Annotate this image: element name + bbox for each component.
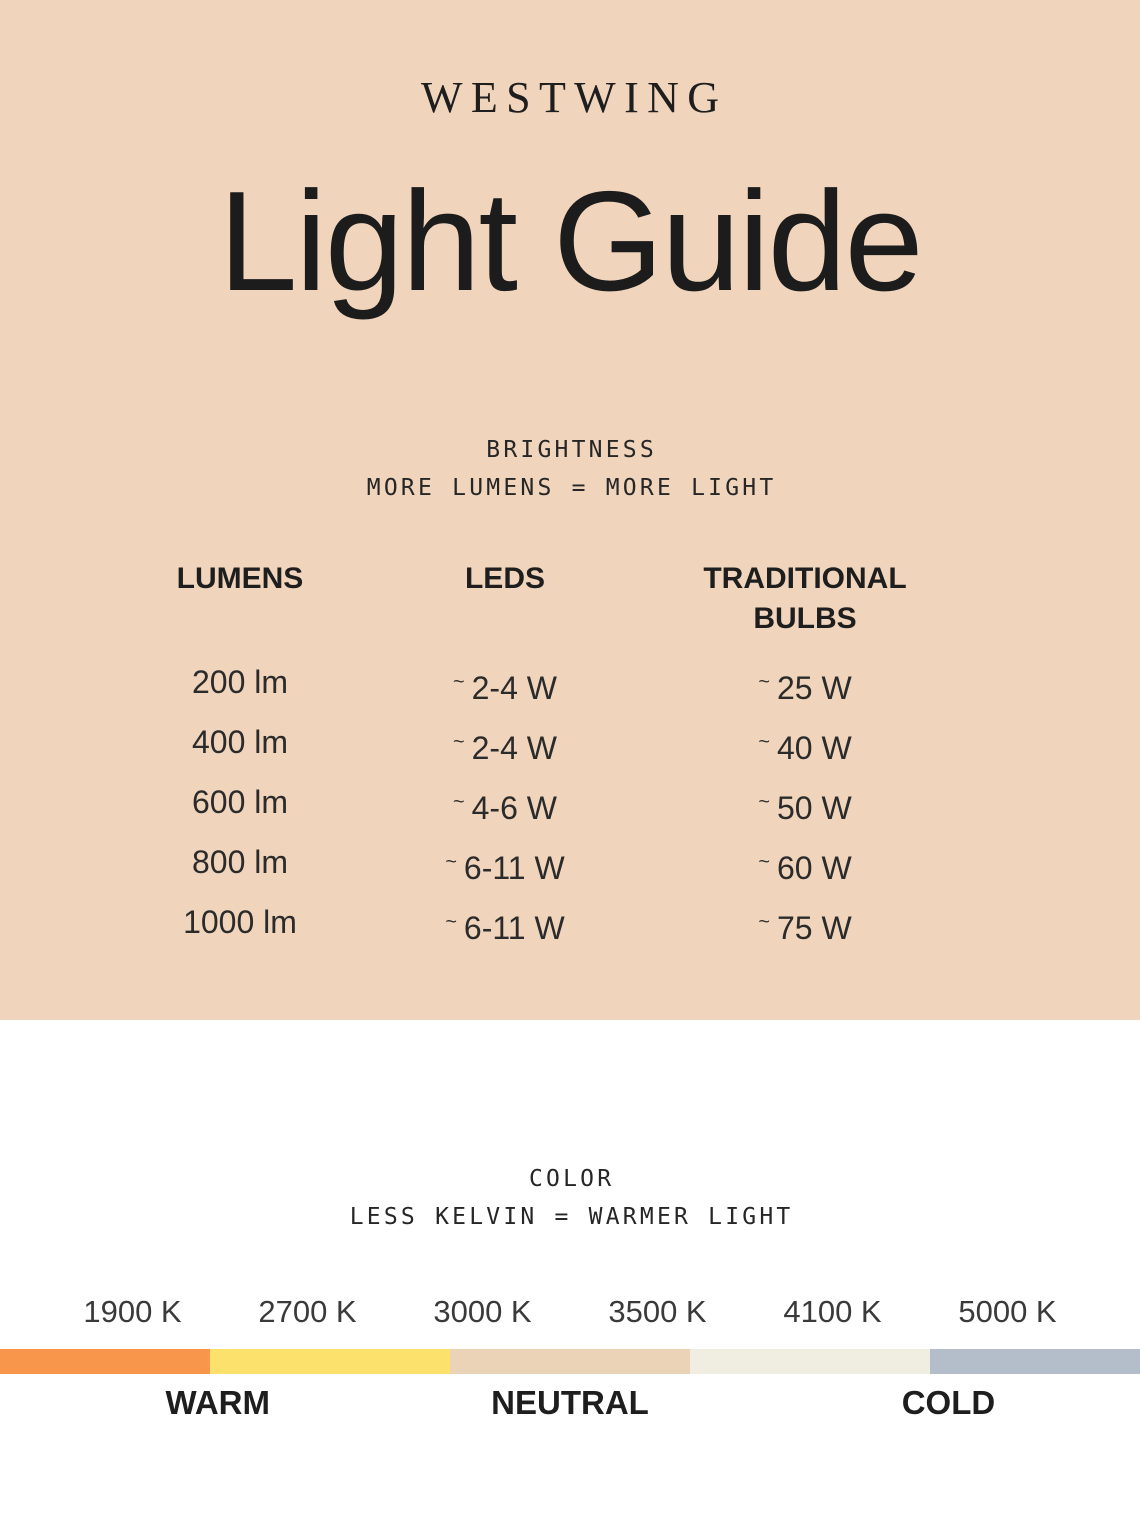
kelvin-scale-labels bbox=[0, 1294, 1140, 1330]
lumens-value: 400 lm bbox=[191, 723, 289, 760]
approx-symbol: ~ bbox=[445, 910, 457, 933]
zone-label-warm: WARM bbox=[165, 1384, 270, 1421]
kelvin-label-2700: 2700 K bbox=[258, 1294, 357, 1329]
table-row bbox=[120, 835, 1140, 895]
color-heading-block bbox=[0, 1020, 1140, 1236]
kelvin-label-3000: 3000 K bbox=[433, 1294, 532, 1329]
bar-segment-warm-yellow bbox=[210, 1349, 450, 1374]
bulbs-watts: 75 W bbox=[776, 909, 852, 946]
leds-value bbox=[360, 835, 650, 895]
approx-symbol: ~ bbox=[758, 790, 770, 813]
bulbs-watts: 25 W bbox=[776, 669, 852, 706]
approx-symbol: ~ bbox=[453, 790, 465, 813]
approx-symbol: ~ bbox=[758, 730, 770, 753]
table-row bbox=[120, 775, 1140, 835]
column-header-leds: LEDS bbox=[464, 562, 545, 595]
bar-segment-warm-orange bbox=[0, 1349, 210, 1374]
leds-value bbox=[360, 895, 650, 955]
bar-segment-neutral-cream bbox=[690, 1349, 930, 1374]
color-heading: COLOR bbox=[528, 1166, 615, 1192]
bulbs-watts: 40 W bbox=[776, 729, 852, 766]
approx-symbol: ~ bbox=[453, 671, 465, 693]
column-header-traditional-bulbs: TRADITIONAL BULBS bbox=[703, 562, 907, 635]
lumens-value: 600 lm bbox=[191, 783, 289, 820]
kelvin-label-4100: 4100 K bbox=[783, 1294, 882, 1329]
color-temperature-section bbox=[0, 1020, 1140, 1520]
table-row bbox=[120, 655, 1140, 715]
bulbs-watts: 50 W bbox=[776, 789, 852, 826]
color-temperature-bar bbox=[0, 1349, 1140, 1374]
leds-value bbox=[360, 655, 650, 715]
bar-segment-neutral-beige bbox=[450, 1349, 690, 1374]
bulbs-value bbox=[650, 655, 960, 715]
leds-watts: 6-11 W bbox=[463, 909, 565, 946]
approx-symbol: ~ bbox=[758, 671, 770, 693]
leds-value bbox=[360, 715, 650, 775]
lumens-value: 200 lm bbox=[191, 664, 289, 700]
table-row bbox=[120, 895, 1140, 955]
bulbs-value bbox=[650, 775, 960, 835]
column-header-lumens: LUMENS bbox=[176, 562, 304, 595]
table-header-row bbox=[120, 559, 1140, 639]
kelvin-label-3500: 3500 K bbox=[608, 1294, 707, 1329]
brightness-heading-block bbox=[0, 431, 1140, 507]
table-body bbox=[120, 655, 1140, 955]
bulbs-value bbox=[650, 715, 960, 775]
table-row bbox=[120, 715, 1140, 775]
lumens-value: 1000 lm bbox=[183, 903, 297, 940]
leds-value bbox=[360, 775, 650, 835]
lumens-value: 800 lm bbox=[191, 843, 289, 880]
brightness-subheading: MORE LUMENS = MORE LIGHT bbox=[366, 475, 777, 501]
bulbs-watts: 60 W bbox=[776, 849, 852, 886]
bulbs-value bbox=[650, 895, 960, 955]
page-title: Light Guide bbox=[218, 162, 922, 321]
zone-label-cold: COLD bbox=[901, 1384, 996, 1421]
bar-segment-cold-blue bbox=[930, 1349, 1140, 1374]
leds-watts: 2-4 W bbox=[471, 729, 557, 766]
brand-logo: WESTWING bbox=[420, 73, 728, 122]
kelvin-label-1900: 1900 K bbox=[83, 1294, 182, 1329]
zone-label-neutral: NEUTRAL bbox=[491, 1384, 649, 1421]
approx-symbol: ~ bbox=[758, 910, 770, 933]
kelvin-label-5000: 5000 K bbox=[958, 1294, 1057, 1329]
zone-labels-row bbox=[0, 1384, 1140, 1444]
brightness-heading: BRIGHTNESS bbox=[486, 437, 657, 463]
lumens-table bbox=[0, 559, 1140, 955]
approx-symbol: ~ bbox=[758, 850, 770, 873]
leds-watts: 4-6 W bbox=[471, 789, 557, 826]
approx-symbol: ~ bbox=[453, 730, 465, 753]
color-subheading: LESS KELVIN = WARMER LIGHT bbox=[349, 1204, 794, 1230]
bulbs-value bbox=[650, 835, 960, 895]
leds-watts: 6-11 W bbox=[463, 849, 565, 886]
approx-symbol: ~ bbox=[445, 850, 457, 873]
leds-watts: 2-4 W bbox=[471, 669, 557, 706]
